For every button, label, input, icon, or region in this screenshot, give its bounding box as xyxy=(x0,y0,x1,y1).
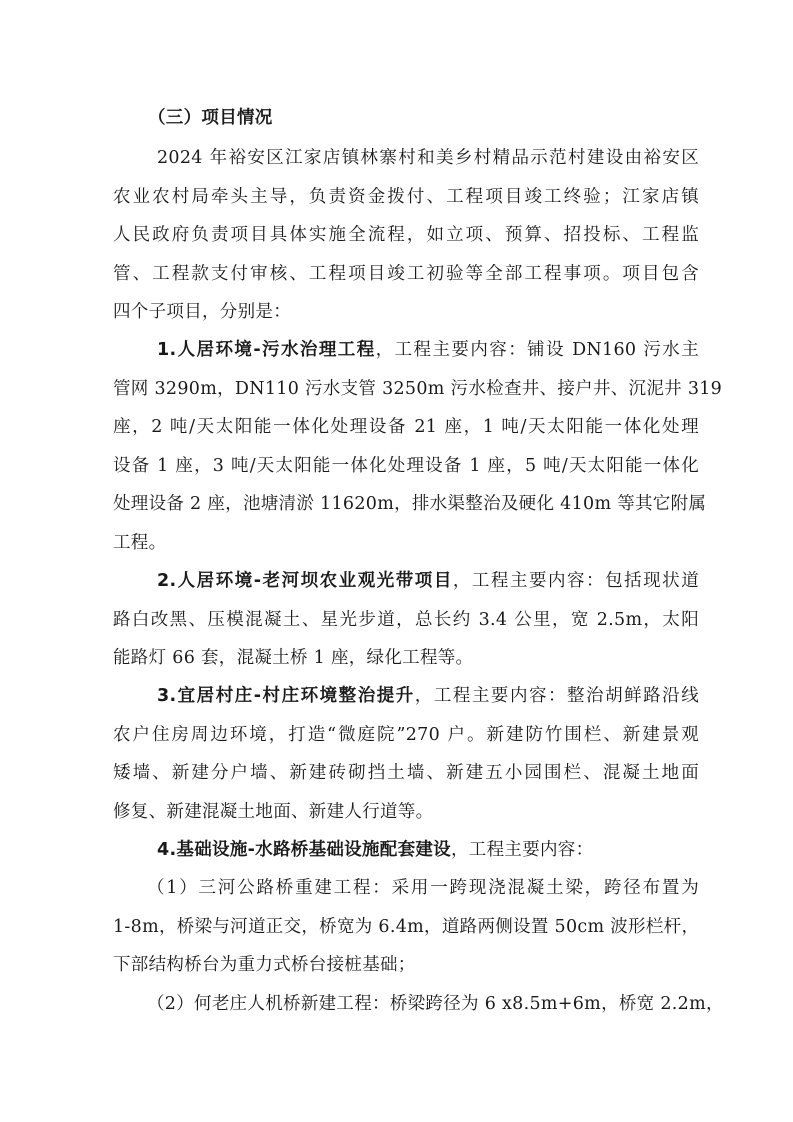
intro-line-1: 2024 年裕安区江家店镇林寨村和美乡村精品示范村建设由裕安区 xyxy=(157,148,699,168)
item3-line-3: 矮墙、新建分户墙、新建砖砌挡土墙、新建五小园围栏、混凝土地面 xyxy=(113,763,699,783)
item1-line-5: 处理设备 2 座，池塘清淤 11620m，排水渠整治及硬化 410m 等其它附属 xyxy=(113,494,707,514)
item4-title: 4.基础设施-水路桥基础设施配套建设 xyxy=(157,840,451,860)
item1-first-rest: ，工程主要内容：铺设 DN160 污水主 xyxy=(375,340,699,360)
intro-line-5: 四个子项目，分别是： xyxy=(113,302,291,322)
item2-title: 2.人居环境-老河坝农业观光带项目 xyxy=(157,571,453,591)
item4-first-rest: ，工程主要内容： xyxy=(451,840,594,860)
item3-line-2: 农户住房周边环境，打造“微庭院”270 户。新建防竹围栏、新建景观 xyxy=(113,725,699,745)
intro-line-2: 农业农村局牵头主导，负责资金拨付、工程项目竣工终验；江家店镇 xyxy=(113,187,699,207)
item3-line-4: 修复、新建混凝土地面、新建人行道等。 xyxy=(113,802,434,822)
item4-sub1-first-line: （1）三河公路桥重建工程：采用一跨现浇混凝土梁，跨径布置为 xyxy=(147,878,699,898)
intro-line-3: 人民政府负责项目具体实施全流程，如立项、预算、招投标、工程监 xyxy=(113,225,699,245)
item2-first-rest: ，工程主要内容：包括现状道 xyxy=(452,571,700,591)
item4-sub1-line-3: 下部结构桥台为重力式桥台接桩基础； xyxy=(113,955,416,975)
item4-first-line xyxy=(157,838,699,862)
item1-line-3: 座，2 吨/天太阳能一体化处理设备 21 座，1 吨/天太阳能一体化处理 xyxy=(113,417,699,437)
section-heading: （三）项目情况 xyxy=(148,108,273,128)
intro-line-4: 管、工程款支付审核、工程项目竣工初验等全部工程事项。项目包含 xyxy=(113,264,699,284)
item4-sub1-line-2: 1-8m，桥梁与河道正交，桥宽为 6.4m，道路两侧设置 50cm 波形栏杆， xyxy=(113,917,700,937)
item3-title: 3.宜居村庄-村庄环境整治提升 xyxy=(157,686,415,706)
item3-first-line xyxy=(157,684,699,708)
item1-title: 1.人居环境-污水治理工程 xyxy=(157,340,376,360)
item2-line-2: 路白改黑、压模混凝土、星光步道，总长约 3.4 公里，宽 2.5m，太阳 xyxy=(113,610,699,630)
item2-first-line xyxy=(157,569,699,593)
item4-sub2-first-line: （2）何老庄人机桥新建工程：桥梁跨径为 6 x8.5m+6m，桥宽 2.2m， xyxy=(147,994,724,1014)
item1-line-2: 管网 3290m，DN110 污水支管 3250m 污水检查井、接户井、沉泥井 319 xyxy=(113,379,723,399)
item1-line-4: 设备 1 座，3 吨/天太阳能一体化处理设备 1 座，5 吨/天太阳能一体化 xyxy=(113,456,699,476)
item3-first-rest: ，工程主要内容：整治胡鲜路沿线 xyxy=(414,686,699,706)
item1-line-6: 工程。 xyxy=(113,533,167,553)
item1-first-line xyxy=(157,338,699,362)
item2-line-3: 能路灯 66 套，混凝土桥 1 座，绿化工程等。 xyxy=(113,648,474,668)
